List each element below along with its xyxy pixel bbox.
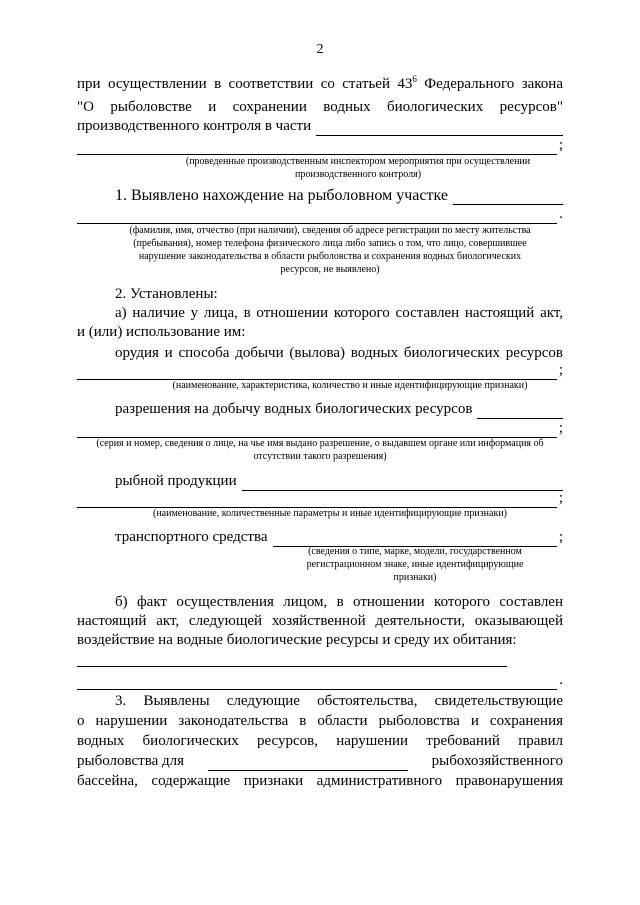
permit-field[interactable] — [477, 404, 563, 419]
fish-note: (наименование, количественные параметры и иные идентифицирующие признаки) — [152, 508, 508, 519]
item-2-heading: 2. Установлены: — [115, 286, 218, 302]
item-3-line-1: 3. Выявлены следующие обстоятельства, свидетельствующие — [115, 693, 563, 709]
transport-note: (сведения о типе, марке, модели, государственном регистрационном знаке, иные идентифицирующие признаки) — [306, 546, 524, 583]
intro-line-3: производственного контроля в части — [77, 117, 563, 136]
superscript: 6 — [412, 74, 417, 84]
activity-field-continued[interactable] — [77, 675, 557, 690]
item-2-a-line-1: а) наличие у лица, в отношении которого составлен настоящий акт, — [115, 305, 563, 321]
item-3-line-5: бассейна, содержащие признаки административного правонарушения — [77, 773, 563, 789]
tools-note: (наименование, характеристика, количество и иные идентифицирующие признаки) — [172, 380, 528, 391]
tools-label: орудия и способа добычи (вылова) водных биологических ресурсов — [115, 345, 563, 361]
item-2-a-line-2: и (или) использование им: — [77, 324, 246, 340]
fish-field-continued[interactable] — [77, 493, 557, 508]
permit-line-2: ; — [77, 419, 563, 438]
activity-field[interactable] — [77, 652, 507, 667]
intro-line-1: при осуществлении в соответствии со статьей $43^6$ Федерального закона — [77, 74, 563, 92]
tools-field[interactable] — [77, 365, 557, 380]
permit-field-continued[interactable] — [77, 423, 557, 438]
intro-line-4: ; — [77, 136, 563, 155]
transport-line: транспортного средства ; — [115, 529, 563, 545]
fishing-site-field[interactable] — [453, 190, 563, 205]
intro-line-2: "О рыболовстве и сохранении водных биологических ресурсов" — [77, 99, 563, 115]
fish-line: рыбной продукции — [77, 472, 563, 491]
item-1-line-2: . — [77, 205, 563, 224]
item-3-line-3: водных биологических ресурсов, нарушении требований правил — [77, 733, 563, 749]
permit-line: разрешения на добычу водных биологических ресурсов — [77, 400, 563, 419]
item-1-line: 1. Выявлено нахождение на рыболовном участке — [77, 186, 563, 205]
tools-line: ; — [77, 361, 563, 380]
permit-note: (серия и номер, сведения о лице, на чье имя выдано разрешение, о выдавшем органе или информация об отсутствии такого разрешения) — [96, 438, 544, 462]
inspection-scope-field-continued[interactable] — [77, 140, 557, 155]
basin-field[interactable] — [208, 756, 408, 771]
intro-note: (проведенные производственным инспектором мероприятия при осуществлении производственного контроля) — [185, 156, 531, 180]
fish-line-2: ; — [77, 489, 563, 508]
activity-line-2: . — [77, 671, 563, 690]
item-3-line-4: рыболовства для рыбохозяйственного — [77, 753, 563, 769]
item-2-b-text: б) факт осуществления лицом, в отношении которого составлен настоящий акт, следующей хозяйственной деятельности, оказывающей воздействие на водные биологические ресурсы и среду их обитания: — [77, 594, 563, 648]
item-3-line-2: о нарушении законодательства в области рыболовства и сохранения — [77, 713, 563, 729]
fishing-site-field-continued[interactable] — [77, 209, 557, 224]
page-number: 2 — [316, 42, 324, 57]
inspection-scope-field[interactable] — [316, 121, 563, 136]
item-1-note: (фамилия, имя, отчество (при наличии), сведения об адресе регистрации по месту жительства (пребывания), номер телефона физического лица либо запись о том, что лицо, совершившее нарушение законодательства в области рыболовства и сохранения водных биологических ресурсов, не выявлено) — [129, 225, 531, 275]
